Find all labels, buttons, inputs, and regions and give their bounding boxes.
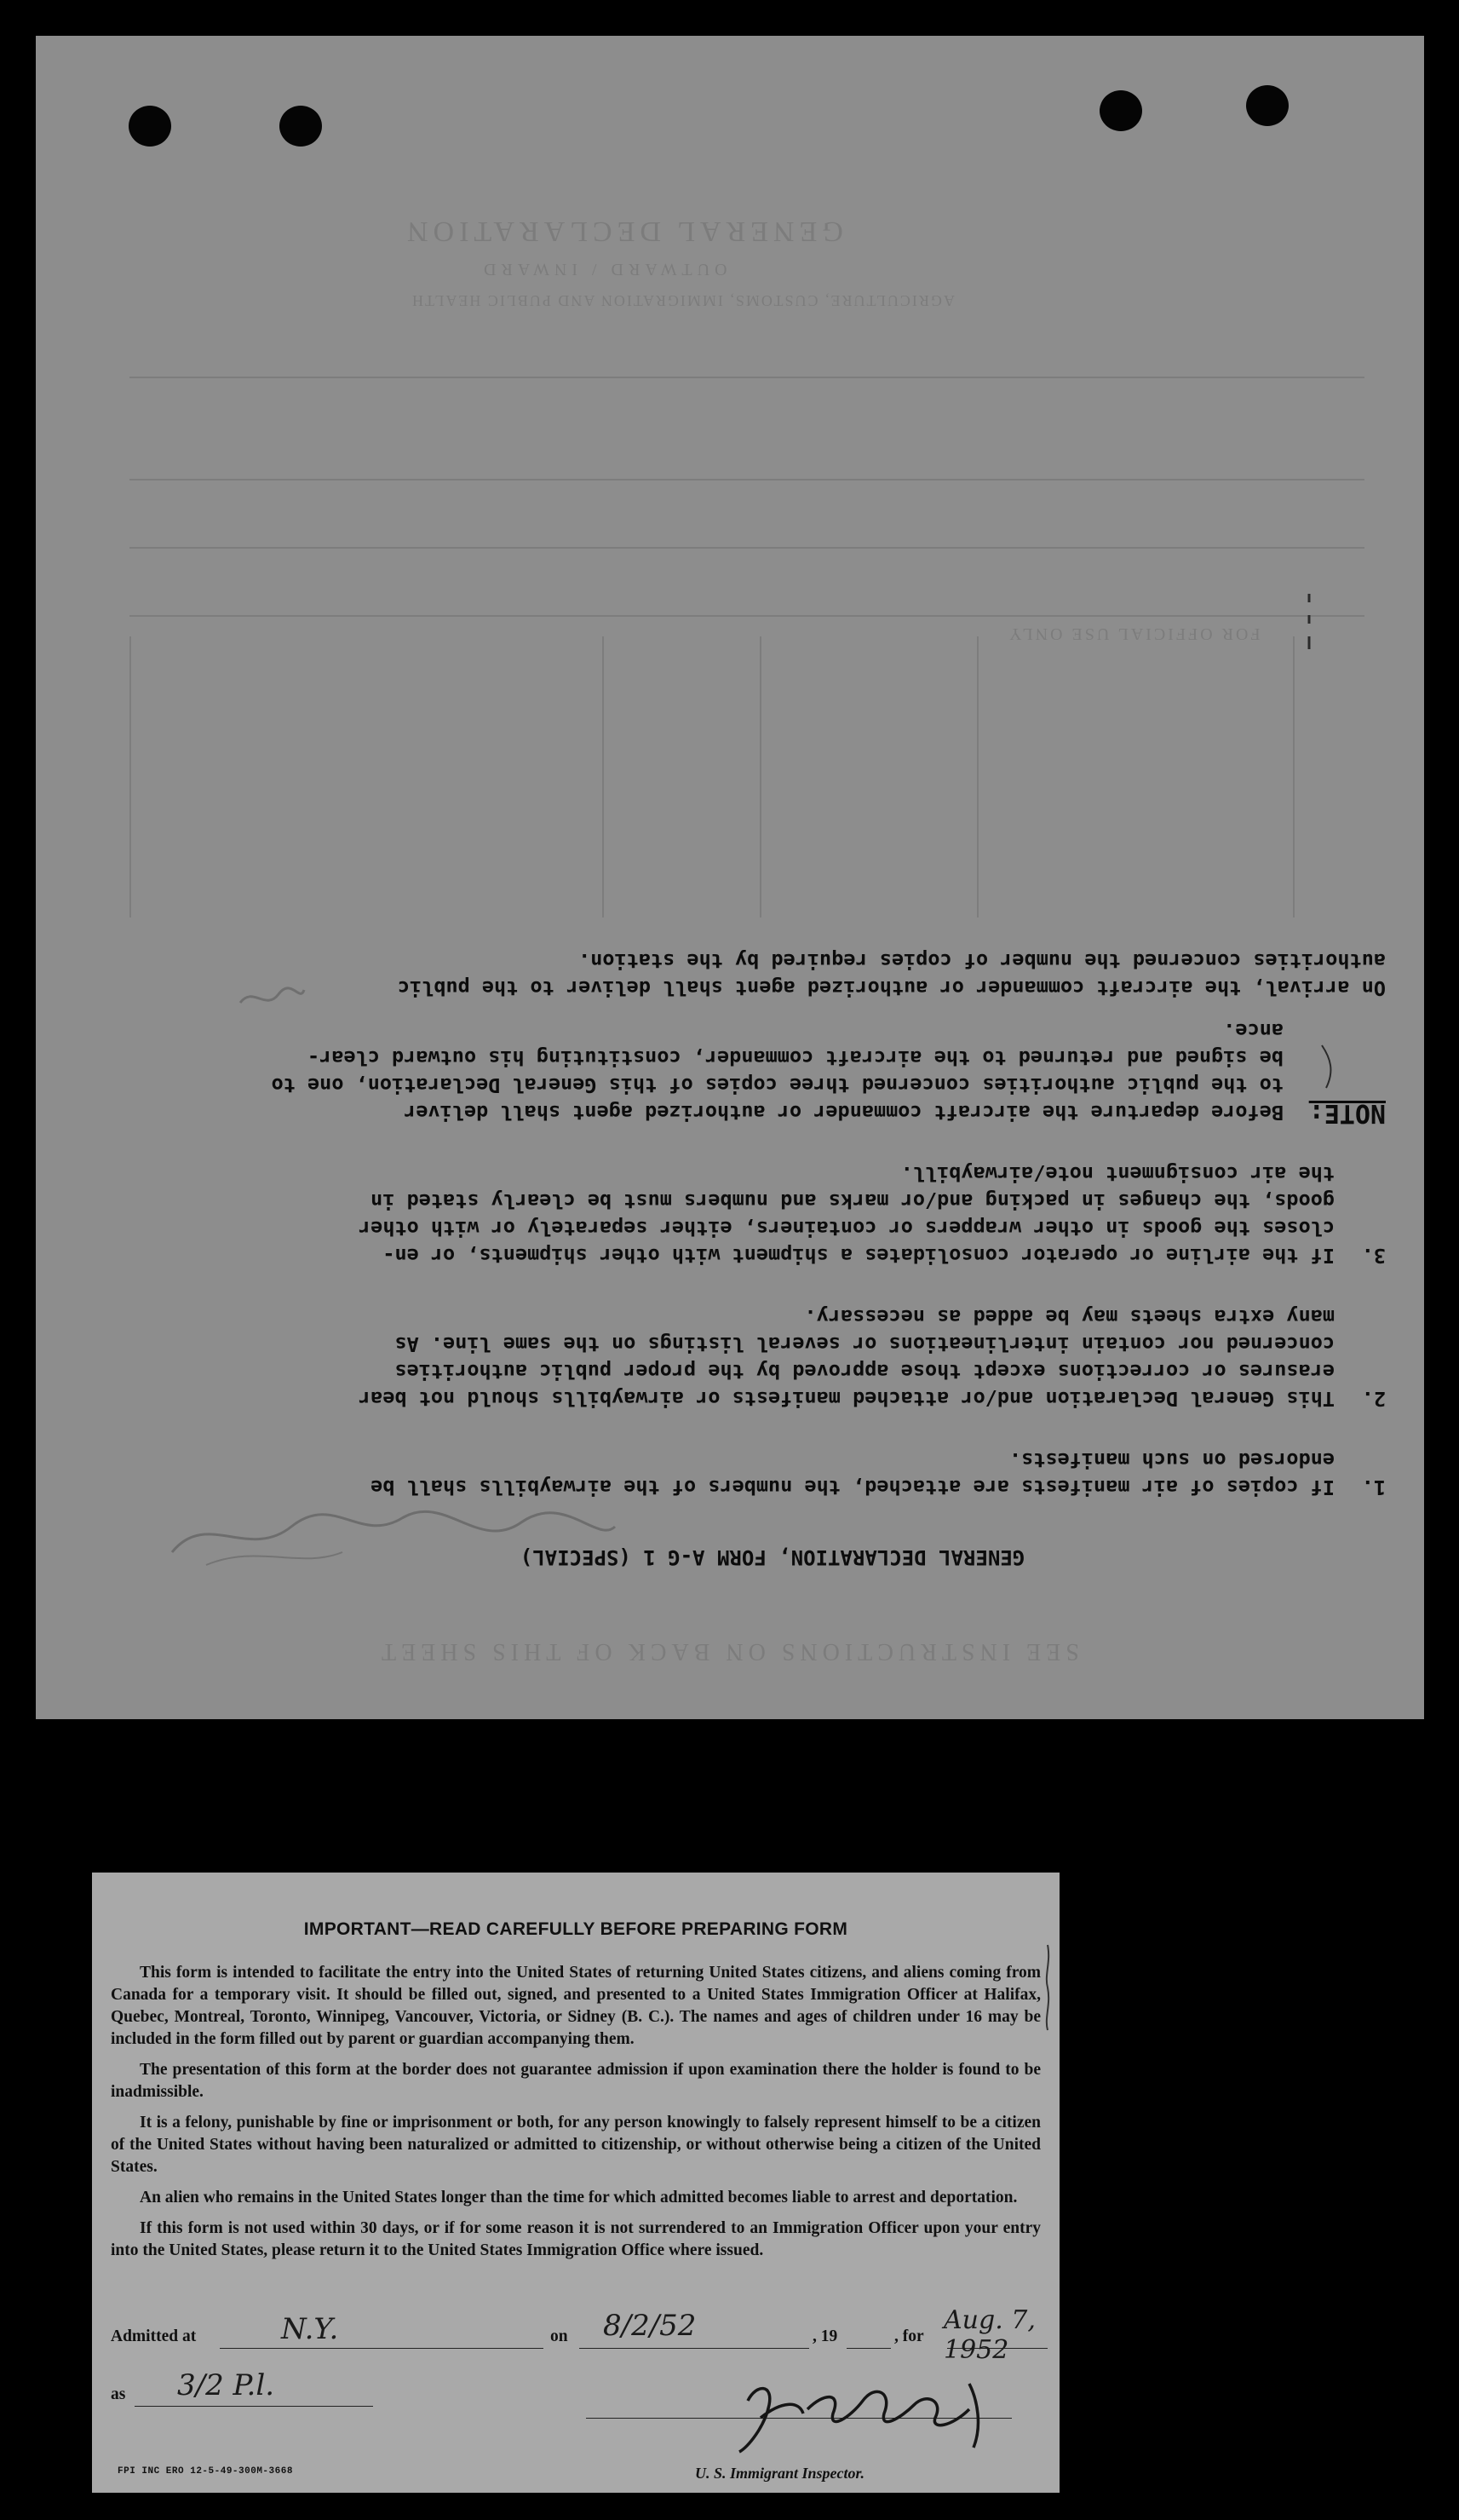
declaration-title: GENERAL DECLARATION, FORM A-G 1 (SPECIAL) bbox=[520, 1545, 1025, 1569]
margin-mark bbox=[1313, 1041, 1347, 1092]
inspector-signature bbox=[722, 2367, 1003, 2460]
as-label: as bbox=[111, 2385, 126, 2403]
bleed-through-line: AGRICULTURE, CUSTOMS, IMMIGRATION AND PUBLIC HEALTH bbox=[411, 292, 955, 309]
punch-hole bbox=[1246, 85, 1289, 126]
bleed-through-rule bbox=[129, 377, 1364, 378]
for-label: , for bbox=[894, 2327, 924, 2345]
bleed-through-rule bbox=[129, 615, 1364, 617]
admitted-at-label: Admitted at bbox=[111, 2327, 197, 2345]
punch-hole bbox=[1100, 90, 1142, 131]
faint-signature-mark bbox=[155, 1484, 632, 1578]
on-line bbox=[579, 2348, 809, 2349]
bleed-through-rule bbox=[129, 479, 1364, 480]
margin-mark bbox=[1039, 1941, 1056, 2034]
instruction-item bbox=[159, 1303, 1386, 1412]
instruction-text: If the airline or operator consolidates a shipment with other shipments, or en- closes the goods in other wrappers or containers, either separately or with other goods, the changes in packing and/or marks and numbers must be clearly stated in the air consignment note/airwaybill. bbox=[358, 1162, 1335, 1268]
admitted-at-line bbox=[220, 2348, 543, 2349]
as-line bbox=[135, 2406, 373, 2407]
faint-stamp-mark bbox=[232, 981, 308, 1015]
on-date-value: 8/2/52 bbox=[603, 2309, 697, 2343]
punch-hole bbox=[129, 106, 171, 147]
card-instructions bbox=[111, 1962, 1041, 2270]
bleed-through-line: FOR OFFICIAL USE ONLY bbox=[1007, 624, 1261, 643]
signature-label: U. S. Immigrant Inspector. bbox=[695, 2465, 865, 2482]
printer-code: FPI INC ERO 12-5-49-300M-3668 bbox=[118, 2466, 293, 2477]
bleed-through-line: OUTWARD / INWARD bbox=[479, 260, 727, 279]
declaration-instructions bbox=[159, 947, 1386, 1571]
on-label: on bbox=[550, 2327, 568, 2345]
note-label: NOTE: bbox=[1308, 1098, 1386, 1128]
bleed-through-rule bbox=[129, 636, 131, 918]
card-paragraph: It is a felony, punishable by fine or imprisonment or both, for any person knowingly to falsely represent himself to be a citizen of the United States without having been naturalized or admitted to citizenship, or without otherwise being a citizen of the United States. bbox=[111, 2114, 1041, 2176]
instruction-number: 2. bbox=[1361, 1387, 1386, 1411]
card-paragraph: The presentation of this form at the border does not guarantee admission if upon examination there the holder is found to be inadmissible. bbox=[111, 2061, 1041, 2101]
year-line bbox=[847, 2348, 891, 2349]
instruction-text: If copies of air manifests are attached, the numbers of the airwaybills shall be endorsed on such manifests. bbox=[370, 1448, 1335, 1499]
for-date-value: Aug. 7, 1952 bbox=[944, 2305, 1036, 2365]
instruction-number: 1. bbox=[1361, 1476, 1386, 1499]
punch-hole bbox=[279, 106, 322, 147]
margin-mark bbox=[1296, 590, 1322, 658]
note-block bbox=[159, 1017, 1386, 1126]
note-arrival-text: On arrival, the aircraft commander or authorized agent shall deliver to the public authorities concerned the number of copies required by the station. bbox=[397, 949, 1386, 1000]
as-value: 3/2 P.l. bbox=[177, 2368, 275, 2402]
card-paragraph: This form is intended to facilitate the entry into the United States of returning United States citizens, and aliens coming from Canada for a temporary visit. It should be filled out, signed, and presented to a United States Immigration Officer at Halifax, Quebec, Montreal, Toronto, Winnipeg, Vancouver, Victoria, or Sidney (B. C.). The names and ages of children under 16 may be included in the form filled out by parent or guardian accompanying them. bbox=[111, 1964, 1041, 2048]
instruction-item bbox=[159, 1160, 1386, 1269]
bleed-through-rule bbox=[1293, 636, 1295, 918]
year-label: , 19 bbox=[813, 2327, 838, 2345]
card-title: IMPORTANT—READ CAREFULLY BEFORE PREPARING FORM bbox=[303, 1919, 848, 1939]
declaration-sheet bbox=[36, 36, 1424, 1719]
bleed-through-rule bbox=[977, 636, 979, 918]
bleed-through-rule bbox=[129, 547, 1364, 549]
instruction-number: 3. bbox=[1361, 1244, 1386, 1268]
admitted-at-value: N.Y. bbox=[281, 2312, 339, 2346]
card-paragraph: If this form is not used within 30 days, or if for some reason it is not surrendered to an Immigration Officer upon your entry into the United States, please return it to the United States Immigration Office where issued. bbox=[111, 2219, 1041, 2259]
instruction-text: This General Declaration and/or attached manifests or airwaybills should not bear erasures or corrections except those approved by the proper public authorities concerned nor contain interlineations or several listings on the same line. As many extra sheets may be added as necessary. bbox=[358, 1305, 1335, 1411]
entry-card bbox=[92, 1873, 1060, 2493]
note-text: Before departure the aircraft commander or authorized agent shall deliver to the public authorities concerned three copies of this General Declaration, one to be signed and returned to the aircraft commander, constituting his outward clear- ance. bbox=[271, 1019, 1284, 1125]
bleed-through-line: SEE INSTRUCTIONS ON BACK OF THIS SHEET bbox=[376, 1638, 1079, 1665]
bleed-through-rule bbox=[760, 636, 761, 918]
card-paragraph: An alien who remains in the United States longer than the time for which admitted becomes liable to arrest and deportation. bbox=[140, 2189, 1018, 2206]
bleed-through-title: GENERAL DECLARATION bbox=[402, 216, 843, 247]
bleed-through-rule bbox=[602, 636, 604, 918]
